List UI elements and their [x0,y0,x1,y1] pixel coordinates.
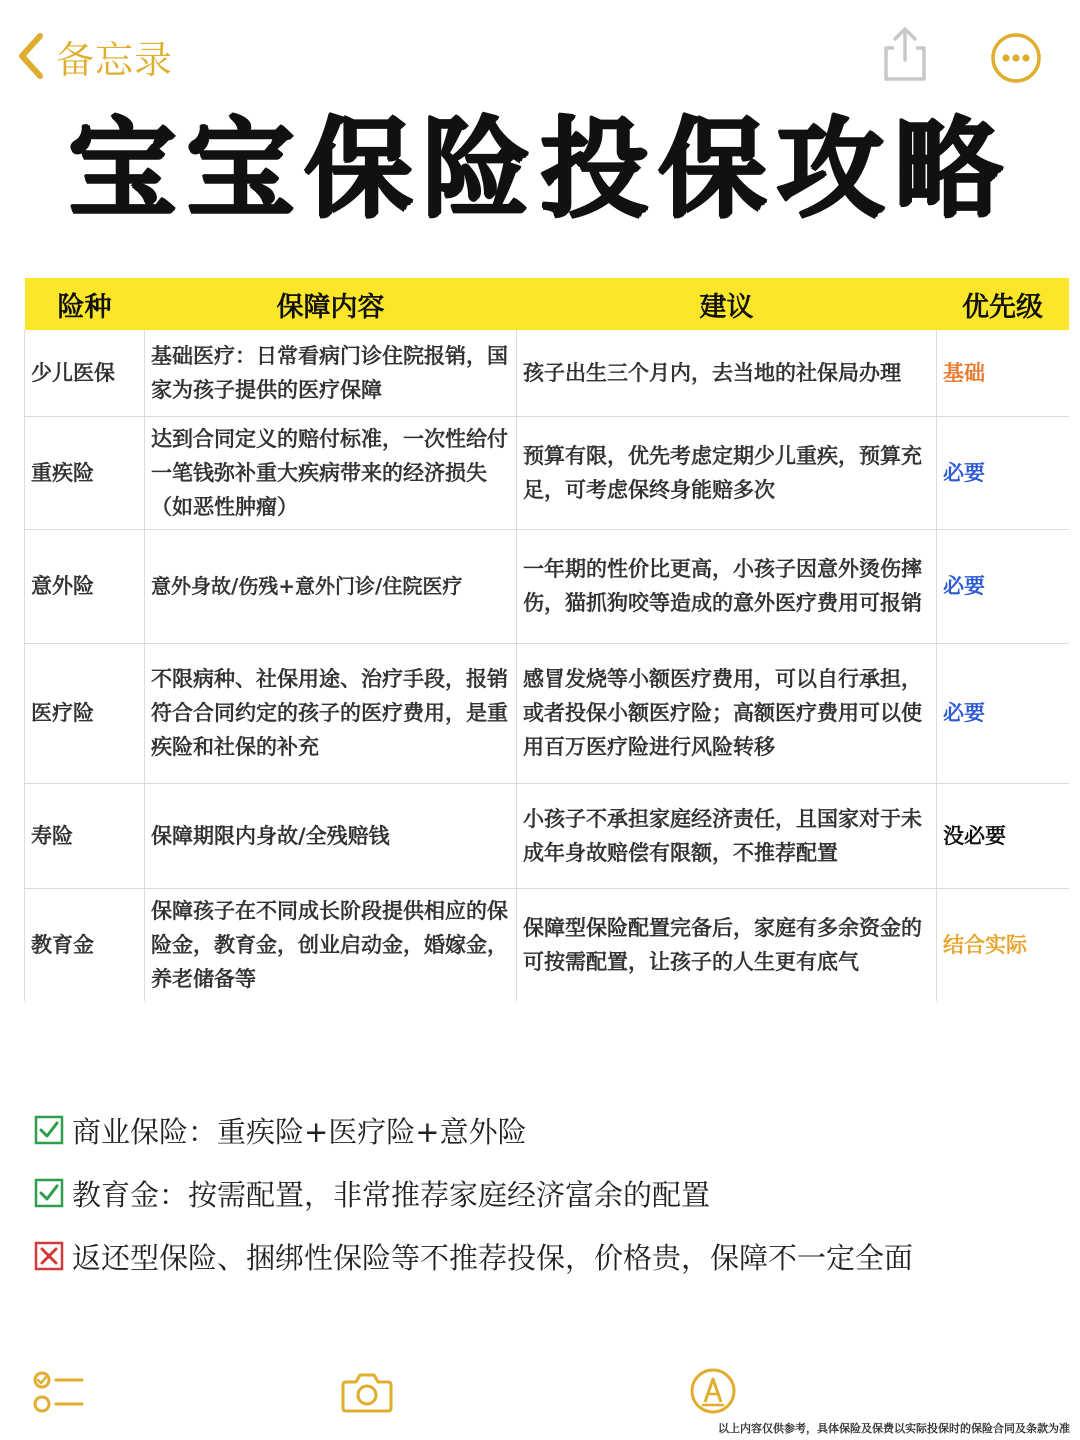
back-button[interactable] [16,28,173,84]
disclaimer-footnote: 以上内容仅供参考，具体保险及保费以实际投保时的保险合同及条款为准 [718,1422,1070,1435]
table-row [25,643,1069,783]
summary-text: 返还型保险、捆绑性保险等不推荐投保，价格贵，保障不一定全面 [72,1240,914,1275]
markup-button[interactable] [688,1366,738,1416]
cell-priority: 必要 [937,529,1069,643]
more-icon [990,32,1042,84]
cell-advice: 小孩子不承担家庭经济责任，且国家对于未成年身故赔偿有限额，不推荐配置 [517,783,937,888]
cell-type: 重疾险 [25,416,145,529]
cell-type: 寿险 [25,783,145,888]
insurance-table [24,278,1069,1001]
cell-priority: 必要 [937,643,1069,783]
checklist-icon [32,1370,84,1416]
summary-text: 教育金：按需配置，非常推荐家庭经济富余的配置 [72,1177,711,1212]
top-bar [0,0,1080,110]
page-title: 宝宝保险投保攻略 [67,107,1012,232]
header-coverage: 保障内容 [145,278,517,330]
camera-button[interactable] [340,1370,394,1414]
cell-type: 意外险 [25,529,145,643]
cell-priority: 没必要 [937,783,1069,888]
cell-advice: 孩子出生三个月内，去当地的社保局办理 [517,330,937,416]
summary-list [34,1104,1054,1293]
cell-coverage: 基础医疗：日常看病门诊住院报销，国家为孩子提供的医疗保障 [145,330,517,416]
cell-coverage: 不限病种、社保用途、治疗手段，报销符合合同约定的孩子的医疗费用，是重疾险和社保的补充 [145,643,517,783]
list-item [34,1230,1054,1282]
cell-type: 少儿医保 [25,330,145,416]
checkbox-checked-icon [34,1115,64,1145]
chevron-left-icon [16,32,46,80]
share-icon [878,26,932,82]
list-item [34,1104,1054,1156]
cell-advice: 保障型保险配置完备后，家庭有多余资金的可按需配置，让孩子的人生更有底气 [517,888,937,1001]
cell-advice: 感冒发烧等小额医疗费用，可以自行承担，或者投保小额医疗险；高额医疗费用可以使用百万医疗险进行风险转移 [517,643,937,783]
cell-coverage: 保障孩子在不同成长阶段提供相应的保险金，教育金，创业启动金，婚嫁金，养老储备等 [145,888,517,1001]
cell-advice: 预算有限，优先考虑定期少儿重疾，预算充足，可考虑保终身能赔多次 [517,416,937,529]
checkbox-x-icon [34,1241,64,1271]
more-options-button[interactable] [990,32,1042,84]
table-row [25,529,1069,643]
header-priority: 优先级 [937,278,1069,330]
summary-text: 商业保险：重疾险+医疗险+意外险 [72,1114,527,1149]
cell-priority: 结合实际 [943,932,1027,957]
checklist-button[interactable] [32,1370,84,1416]
cell-type: 医疗险 [25,643,145,783]
cell-coverage: 意外身故/伤残+意外门诊/住院医疗 [145,529,517,643]
table-row [25,783,1069,888]
cell-priority: 必要 [937,416,1069,529]
table-row [25,330,1069,416]
pen-markup-icon [688,1366,738,1416]
back-label: 备忘录 [56,37,174,82]
list-item [34,1167,1054,1219]
cell-type: 教育金 [25,888,145,1001]
camera-icon [340,1370,394,1414]
table-row [25,416,1069,529]
table-row [25,888,1069,1001]
header-advice: 建议 [517,278,937,330]
cell-coverage: 保障期限内身故/全残赔钱 [145,783,517,888]
header-type: 险种 [25,278,145,330]
share-button[interactable] [878,26,932,82]
checkbox-checked-icon [34,1178,64,1208]
cell-priority: 基础 [937,330,1069,416]
cell-advice: 一年期的性价比更高，小孩子因意外烫伤摔伤，猫抓狗咬等造成的意外医疗费用可报销 [517,529,937,643]
table-header-row [25,278,1069,330]
cell-coverage: 达到合同定义的赔付标准，一次性给付一笔钱弥补重大疾病带来的经济损失（如恶性肿瘤） [145,416,517,529]
